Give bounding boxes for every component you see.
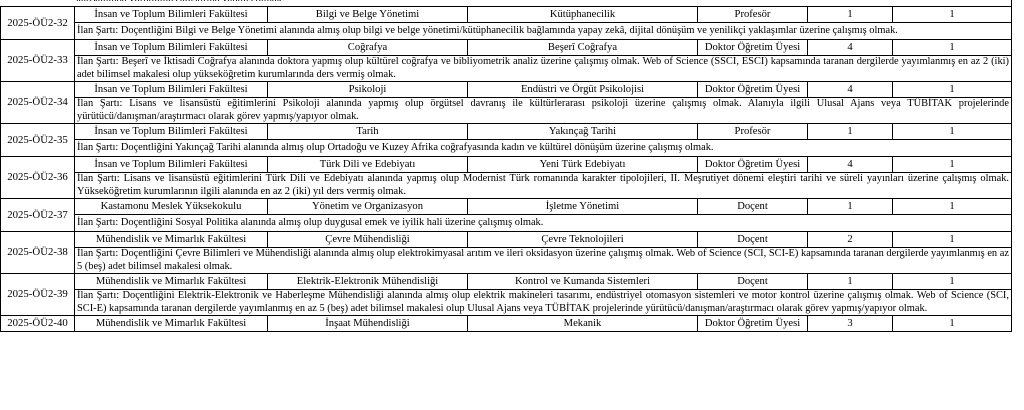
cell-title: Profesör: [698, 7, 808, 23]
position-code: 2025-ÖÜ2-32: [1, 7, 75, 40]
cell-title: Doktor Öğretim Üyesi: [698, 40, 808, 56]
condition-row: [1, 248, 1012, 274]
cell-count: 1: [893, 274, 1012, 290]
announcement-condition: [75, 215, 1012, 232]
cell-unit: İnsan ve Toplum Bilimleri Fakültesi: [75, 82, 268, 98]
condition-text: Lisans ve lisansüstü eğitimlerini Psikoloji alanında yapmış olup örgütsel davranış ile kültürlerarası psikoloji üzerine çalışmış olmak. Alanıyla ilgili Ulusal Ajans veya TÜBİTAK projelerinde yürütücü/danışman/araştırmacı olarak görev yapmış/yapıyor olmak.: [77, 98, 1009, 122]
position-code: 2025-ÖÜ2-34: [1, 82, 75, 124]
cell-title: Profesör: [698, 124, 808, 140]
cell-count: 1: [893, 232, 1012, 248]
table-row: [1, 199, 1012, 215]
position-code: 2025-ÖÜ2-36: [1, 157, 75, 199]
cell-program: Kütüphanecilik: [468, 7, 698, 23]
condition-text: Doçentliğini Yakınçağ Tarihi alanında almış olup Ortadoğu ve Kuzey Afrika coğrafyasında kadın ve kültürel dönüşüm üzerine çalışmış olmak.: [120, 141, 714, 153]
cell-count: 1: [893, 40, 1012, 56]
positions-table: [0, 6, 1012, 332]
table-row: [1, 124, 1012, 140]
condition-prefix: İlan Şartı:: [77, 290, 123, 301]
table-body: [1, 7, 1012, 332]
condition-prefix: İlan Şartı:: [77, 216, 121, 228]
cell-title: Doktor Öğretim Üyesi: [698, 316, 808, 332]
cell-program: Endüstri ve Örgüt Psikolojisi: [468, 82, 698, 98]
cell-level: 2: [808, 232, 893, 248]
position-code: 2025-ÖÜ2-35: [1, 124, 75, 157]
condition-prefix: İlan Şartı:: [77, 56, 122, 67]
condition-row: [1, 23, 1012, 40]
position-code: 2025-ÖÜ2-33: [1, 40, 75, 82]
cell-level: 1: [808, 7, 893, 23]
cell-program: Kontrol ve Kumanda Sistemleri: [468, 274, 698, 290]
cell-unit: İnsan ve Toplum Bilimleri Fakültesi: [75, 7, 268, 23]
cell-program: Mekanik: [468, 316, 698, 332]
cell-unit: Mühendislik ve Mimarlık Fakültesi: [75, 316, 268, 332]
cell-department: Psikoloji: [268, 82, 468, 98]
cell-level: 4: [808, 82, 893, 98]
table-row: [1, 40, 1012, 56]
cell-count: 1: [893, 7, 1012, 23]
cell-program: İşletme Yönetimi: [468, 199, 698, 215]
cell-department: Türk Dili ve Edebiyatı: [268, 157, 468, 173]
cell-program: Yakınçağ Tarihi: [468, 124, 698, 140]
cell-department: Coğrafya: [268, 40, 468, 56]
position-code: 2025-ÖÜ2-40: [1, 316, 75, 332]
announcement-condition: [75, 23, 1012, 40]
table-row: [1, 7, 1012, 23]
cell-program: Çevre Teknolojileri: [468, 232, 698, 248]
cell-count: 1: [893, 124, 1012, 140]
announcement-condition: [75, 56, 1012, 82]
condition-row: [1, 215, 1012, 232]
cell-program: Beşerî Coğrafya: [468, 40, 698, 56]
cell-unit: Mühendislik ve Mimarlık Fakültesi: [75, 274, 268, 290]
cell-unit: Kastamonu Meslek Yüksekokulu: [75, 199, 268, 215]
condition-prefix: İlan Şartı:: [77, 248, 121, 259]
cell-program: Yeni Türk Edebiyatı: [468, 157, 698, 173]
cell-title: Doçent: [698, 232, 808, 248]
cell-department: İnşaat Mühendisliği: [268, 316, 468, 332]
condition-text: Beşerî ve İktisadi Coğrafya alanında doktora yapmış olup kültürel coğrafya ve bibliyometrik analiz üzerine çalışmış olmak. Web of Science (SSCI, ESCI) kapsamında taranan dergilerde yayımlanmış en az 2 (iki) adet bilimsel makalesi olup yükseköğretim kurumlarında ders vermiş olmak.: [77, 56, 1009, 80]
cell-level: 3: [808, 316, 893, 332]
condition-text: Doçentliğini Çevre Bilimleri ve Mühendisliği alanında almış olup elektrokimyasal arıtım ve ileri oksidasyon üzerine çalışmış olmak. Web of Science (SCI, SCI-E) kapsamında taranan dergilerde yayımlanmış en az 5 (beş) adet bilimsel makalesi olmak.: [77, 248, 1009, 272]
condition-text: Doçentliğini Sosyal Politika alanında almış olup duygusal emek ve iyilik hali üzerine çalışmış olmak.: [120, 216, 544, 228]
cell-count: 1: [893, 157, 1012, 173]
position-code: 2025-ÖÜ2-38: [1, 232, 75, 274]
cell-unit: İnsan ve Toplum Bilimleri Fakültesi: [75, 124, 268, 140]
condition-prefix: İlan Şartı:: [77, 141, 121, 153]
cell-department: Çevre Mühendisliği: [268, 232, 468, 248]
table-row: [1, 274, 1012, 290]
table-row: [1, 232, 1012, 248]
announcement-condition: [75, 98, 1012, 124]
condition-row: [1, 56, 1012, 82]
cell-level: 1: [808, 124, 893, 140]
cell-title: Doktor Öğretim Üyesi: [698, 82, 808, 98]
table-row: [1, 157, 1012, 173]
cell-count: 1: [893, 199, 1012, 215]
position-code: 2025-ÖÜ2-37: [1, 199, 75, 232]
cell-unit: İnsan ve Toplum Bilimleri Fakültesi: [75, 157, 268, 173]
cell-title: Doçent: [698, 274, 808, 290]
table-row: [1, 316, 1012, 332]
position-code: 2025-ÖÜ2-39: [1, 274, 75, 316]
cell-level: 1: [808, 274, 893, 290]
condition-text: Lisans ve lisansüstü eğitimlerini Türk Dili ve Edebiyatı alanında yapmış olup Modernist Türk romanında karakter tipolojileri, II. Meşrutiyet dönemi eleştiri tarihi ve süreli yayınları üzerine çalışmış olmak. Yükseköğretim kurumlarının ilgili alanında en az 2 (iki) yıl ders vermiş olmak.: [77, 173, 1009, 197]
condition-row: [1, 140, 1012, 157]
condition-text: Doçentliğini Bilgi ve Belge Yönetimi alanında almış olup bilgi ve belge yönetimi/kütüphanecilik bağlamında yapay zekâ, dijital dönüşüm ve yenilikçi yaklaşımlar üzerine çalışmış olmak.: [120, 24, 898, 36]
announcement-condition: [75, 248, 1012, 274]
table-row: [1, 82, 1012, 98]
condition-text: Doçentliğini Elektrik-Elektronik ve Haberleşme Mühendisliği alanında almış olup elektrik makineleri tasarımı, endüstriyel otomasyon sistemleri ve motor kontrol üzerine çalışmış olmak. Web of Science (SCI, SCI-E) kapsamında taranan dergilerde yayımlanmış en az 5 (beş) adet bilimsel makalesi olup Ulusal Ajans veya TÜBİTAK projelerinde yürütücü/danışman/araştırmacı olarak görev yapmış/yapıyor olmak.: [77, 290, 1009, 314]
announcement-condition: [75, 173, 1012, 199]
cell-level: 4: [808, 40, 893, 56]
previous-row-fragment: [76, 0, 1006, 1]
condition-prefix: İlan Şartı:: [77, 24, 121, 36]
cell-department: Tarih: [268, 124, 468, 140]
cell-count: 1: [893, 82, 1012, 98]
cell-department: Bilgi ve Belge Yönetimi: [268, 7, 468, 23]
condition-prefix: İlan Şartı:: [77, 98, 130, 109]
condition-row: [1, 290, 1012, 316]
announcement-condition: [75, 140, 1012, 157]
cell-level: 4: [808, 157, 893, 173]
cell-unit: Mühendislik ve Mimarlık Fakültesi: [75, 232, 268, 248]
condition-prefix: İlan Şartı:: [77, 173, 124, 184]
announcement-condition: [75, 290, 1012, 316]
cell-department: Yönetim ve Organizasyon: [268, 199, 468, 215]
cell-level: 1: [808, 199, 893, 215]
cell-count: 1: [893, 316, 1012, 332]
cell-title: Doçent: [698, 199, 808, 215]
condition-row: [1, 98, 1012, 124]
cell-unit: İnsan ve Toplum Bilimleri Fakültesi: [75, 40, 268, 56]
cell-department: Elektrik-Elektronik Mühendisliği: [268, 274, 468, 290]
cell-title: Doktor Öğretim Üyesi: [698, 157, 808, 173]
condition-row: [1, 173, 1012, 199]
